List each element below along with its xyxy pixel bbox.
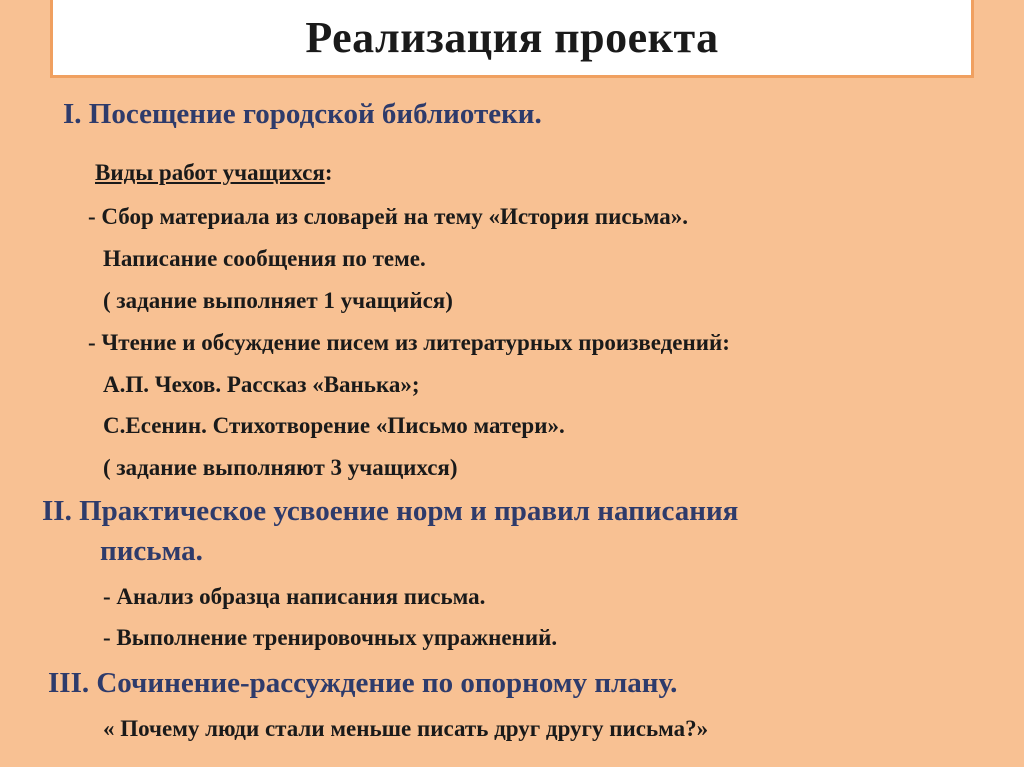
section-1-subheading xyxy=(95,160,332,186)
section-1-subheading-colon: : xyxy=(324,160,333,185)
section-1-item: ( задание выполняет 1 учащийся) xyxy=(103,288,453,313)
section-1-item: - Сбор материала из словарей на тему «История письма». xyxy=(88,204,688,229)
section-2-item: - Анализ образца написания письма. xyxy=(103,584,486,609)
section-1-subheading-text: Виды работ учащихся xyxy=(95,160,325,185)
section-1-item: ( задание выполняют 3 учащихся) xyxy=(103,455,458,480)
section-2-item: - Выполнение тренировочных упражнений. xyxy=(103,625,558,650)
section-1-item: - Чтение и обсуждение писем из литературных произведений: xyxy=(88,330,730,355)
slide-title: Реализация проекта xyxy=(305,13,719,62)
section-1-item: А.П. Чехов. Рассказ «Ванька»; xyxy=(103,372,420,397)
section-1-item: Написание сообщения по теме. xyxy=(103,246,426,271)
title-box xyxy=(50,0,974,78)
section-2-heading-line-1: II. Практическое усвоение норм и правил написания xyxy=(42,495,739,527)
section-3-item: « Почему люди стали меньше писать друг другу письма?» xyxy=(103,716,709,741)
section-1-heading: I. Посещение городской библиотеки. xyxy=(63,98,542,130)
section-3-heading: III. Сочинение-рассуждение по опорному плану. xyxy=(48,667,678,699)
section-1-item: С.Есенин. Стихотворение «Письмо матери». xyxy=(103,413,565,438)
section-2-heading-line-2: письма. xyxy=(100,535,203,567)
